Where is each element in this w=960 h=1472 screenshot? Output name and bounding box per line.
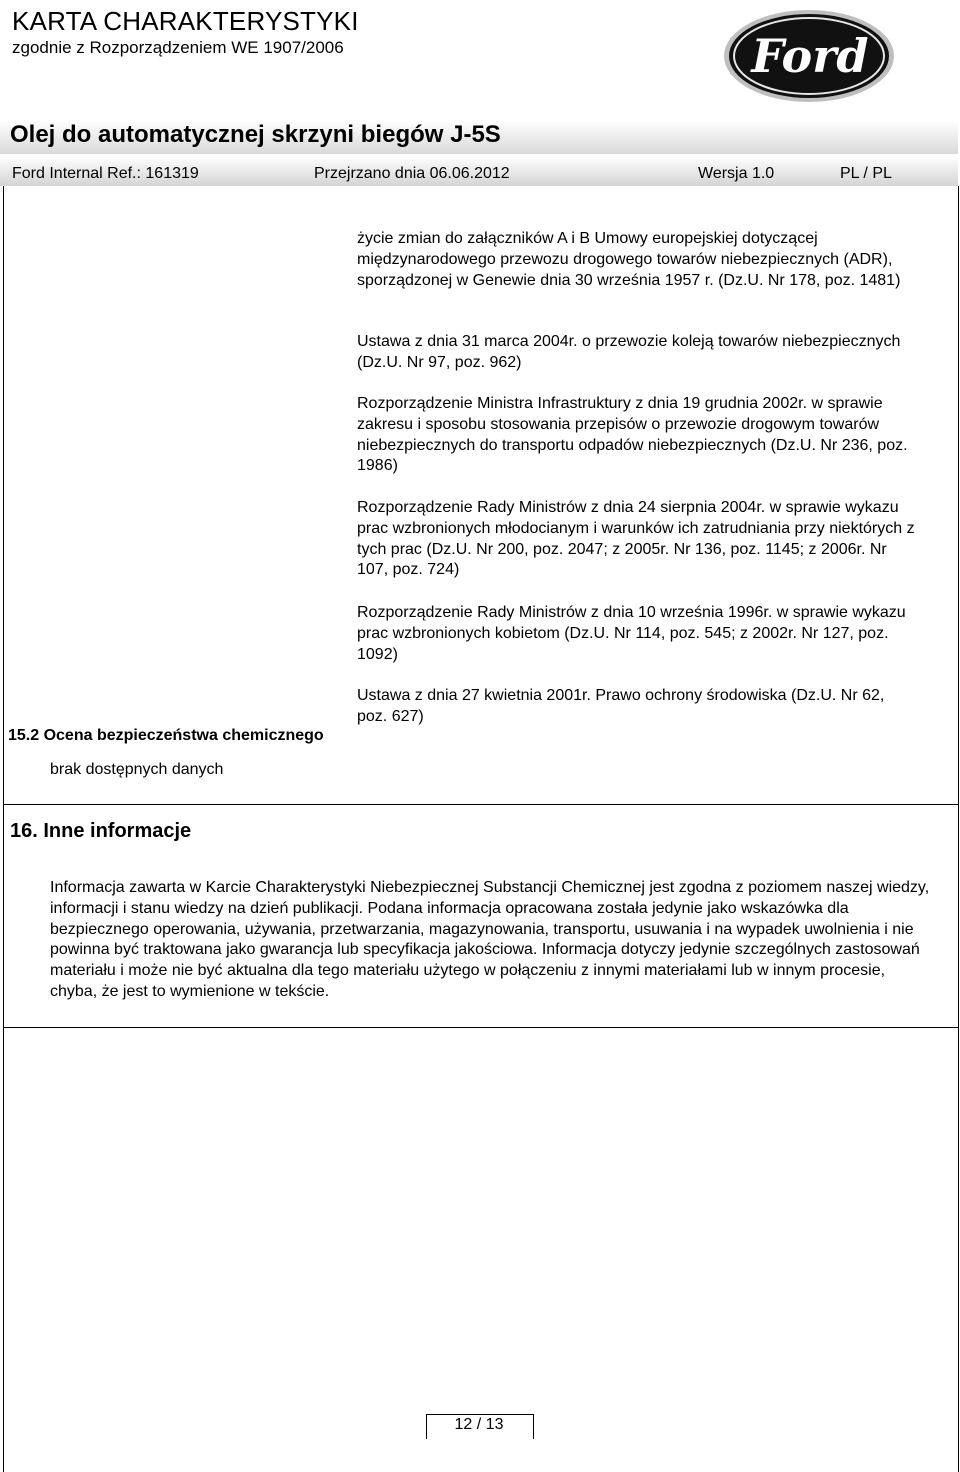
section-divider <box>3 804 958 805</box>
regulation-item: Rozporządzenie Rady Ministrów z dnia 24 sierpnia 2004r. w sprawie wykazu prac wzbronionych młodocianym i warunków ich zatrudniania przy niektórych z tych prac (Dz.U. Nr 200, poz. 2047; z 2005r. Nr 136, poz. 1145; z 2006r. Nr 107, poz. 724) <box>357 499 915 579</box>
svg-text:Ford: Ford <box>751 29 869 83</box>
regulation-item: Ustawa z dnia 27 kwietnia 2001r. Prawo ochrony środowiska (Dz.U. Nr 62, poz. 627) <box>357 687 885 725</box>
internal-ref: Ford Internal Ref.: 161319 <box>12 165 199 182</box>
version: Wersja 1.0 <box>698 165 775 182</box>
section-16-heading: 16. Inne informacje <box>10 820 192 842</box>
section-15-2-heading: 15.2 Ocena bezpieczeństwa chemicznego <box>8 727 324 744</box>
product-title: Olej do automatycznej skrzyni biegów J-5S <box>10 121 501 148</box>
regulation-item: Ustawa z dnia 31 marca 2004r. o przewozie koleją towarów niebezpiecznych (Dz.U. Nr 97, poz. 962) <box>357 333 901 371</box>
regulation-item: Rozporządzenie Rady Ministrów z dnia 10 września 1996r. w sprawie wykazu prac wzbronionych kobietom (Dz.U. Nr 114, poz. 545; z 2002r. Nr 127, poz. 1092) <box>357 604 906 663</box>
regulation-item: Rozporządzenie Ministra Infrastruktury z dnia 19 grudnia 2002r. w sprawie zakresu i sposobu stosowania przepisów o przewozie drogowym towarów niebezpiecznych do transportu odpadów niebezpiecznych (Dz.U. Nr 236, poz. 1986) <box>357 395 908 475</box>
ford-logo <box>722 8 896 104</box>
section-16-text: Informacja zawarta w Karcie Charakterystyki Niebezpiecznej Substancji Chemicznej jest zgodna z poziomem naszej wiedzy, informacji i stanu wiedzy na dzień publikacji. Podana informacja opracowana została jedynie jako wskazówka dla bezpiecznego operowania, używania, przetwarzania, magazynowania, transportu, usuwania i na wypadek uwolnienia i nie powinna być traktowana jako gwarancja lub specyfikacja jakościowa. Informacja dotyczy jedynie szczególnych zastosowań materiału i może nie być aktualna dla tego materiału użytego w połączeniu z innymi materiałami lub w innym procesie, chyba, że jest to wymienione w tekście. <box>50 879 930 1000</box>
page-number: 12 / 13 <box>454 1416 504 1433</box>
section-divider <box>3 1027 958 1028</box>
regulation-subtitle: zgodnie z Rozporządzeniem WE 1907/2006 <box>12 38 344 57</box>
language: PL / PL <box>840 165 892 182</box>
document-title: KARTA CHARAKTERYSTYKI <box>12 6 359 36</box>
revision-date: Przejrzano dnia 06.06.2012 <box>314 165 510 182</box>
regulation-item: życie zmian do załączników A i B Umowy europejskiej dotyczącej międzynarodowego przewozu drogowego towarów niebezpiecznych (ADR), sporządzonej w Genewie dnia 30 września 1957 r. (Dz.U. Nr 178, poz. 1481) <box>357 230 901 289</box>
section-15-2-text: brak dostępnych danych <box>50 761 224 778</box>
